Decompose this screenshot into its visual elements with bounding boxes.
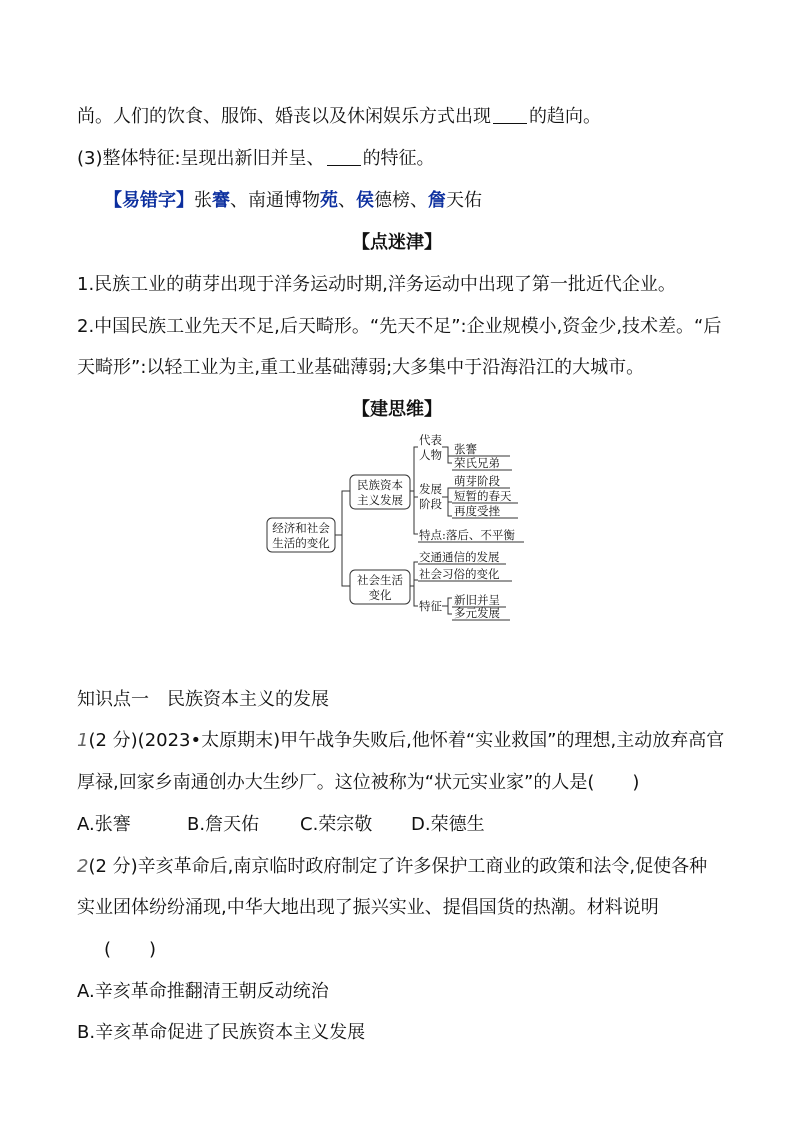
mindmap-branch2-line1: 社会生活 [357, 573, 403, 587]
question-2-line-1: 2(2 分)辛亥革命后,南京临时政府制定了许多保护工商业的政策和法令,促使各种 [77, 856, 708, 877]
mindmap-root-line2: 生活的变化 [272, 536, 330, 550]
mindmap-item: 萌芽阶段 [454, 474, 500, 488]
mindmap-branch1-line2: 主义发展 [357, 493, 403, 507]
question-1-line-2: 厚禄,回家乡南通创办大生纱厂。这位被称为“状元实业家”的人是( ) [77, 770, 639, 796]
option-a[interactable]: A.张謇 [77, 814, 131, 835]
question-number: 2 [77, 856, 89, 877]
mindmap-item: 多元发展 [454, 606, 500, 620]
option-b[interactable]: B.詹天佑 [187, 814, 260, 835]
mindmap-item: 新旧并呈 [454, 593, 500, 607]
mindmap-label-representatives-1: 代表 [419, 433, 442, 447]
knowledge-point-title: 知识点一 民族资本主义的发展 [77, 689, 329, 710]
question-2-answer-slot[interactable] [104, 937, 156, 963]
mindmap-item: 短暂的春天 [454, 489, 512, 503]
section-heading-jiansiwei: 【建思维】 [352, 399, 442, 420]
fill-blank[interactable] [493, 105, 527, 124]
option-b[interactable]: B.辛亥革命促进了民族资本主义发展 [77, 1022, 366, 1043]
section-heading-dianmijin: 【点迷津】 [352, 232, 442, 253]
mindmap-item: 交通通信的发展 [419, 550, 500, 564]
mindmap-label-features: 特征 [419, 599, 442, 613]
mindmap-item: 荣氏兄弟 [454, 456, 500, 470]
mindmap-label-representatives-2: 人物 [419, 448, 442, 462]
answer-slot[interactable] [104, 937, 156, 963]
tip-1: 1.民族工业的萌芽出现于洋务运动时期,洋务运动中出现了第一批近代企业。 [77, 274, 676, 295]
error-prone-characters: 【易错字】张謇、南通博物苑、侯德榜、詹天佑 [104, 190, 482, 211]
question-number: 1 [77, 730, 89, 751]
mindmap-root-line1: 经济和社会 [272, 521, 330, 535]
mindmap-label-stages-1: 发展 [419, 482, 442, 496]
paragraph-customs: 尚。人们的饮食、服饰、婚丧以及休闲娱乐方式出现 的趋向。 [77, 106, 601, 127]
fill-blank[interactable] [327, 147, 361, 166]
question-1-line-1: 1(2 分)(2023•太原期末)甲午战争失败后,他怀着“实业救国”的理想,主动放弃高官 [77, 730, 725, 751]
tip-2-line-1: 2.中国民族工业先天不足,后天畸形。“先天不足”:企业规模小,资金少,技术差。“后 [77, 316, 722, 337]
mindmap-item: 张謇 [454, 442, 477, 456]
mind-map [262, 430, 534, 630]
option-c[interactable]: C.荣宗敬 [300, 814, 373, 835]
error-prone-label: 【易错字】 [104, 190, 194, 211]
tip-2-line-2: 天畸形”:以轻工业为主,重工业基础薄弱;大多集中于沿海沿江的大城市。 [77, 357, 645, 378]
mindmap-branch2-line2: 变化 [368, 588, 392, 602]
mindmap-feature: 特点:落后、不平衡 [419, 528, 515, 542]
question-2-line-2: 实业团体纷纷涌现,中华大地出现了振兴实业、提倡国货的热潮。材料说明 [77, 897, 659, 918]
answer-slot[interactable] [587, 770, 639, 796]
paragraph-overall-feature: (3)整体特征:呈现出新旧并呈、 的特征。 [77, 148, 435, 169]
mindmap-item: 社会习俗的变化 [419, 567, 500, 581]
mindmap-item: 再度受挫 [454, 504, 500, 518]
mindmap-branch1-line1: 民族资本 [357, 478, 403, 492]
option-d[interactable]: D.荣德生 [411, 814, 485, 835]
option-a[interactable]: A.辛亥革命推翻清王朝反动统治 [77, 981, 329, 1002]
mindmap-label-stages-2: 阶段 [419, 497, 442, 511]
